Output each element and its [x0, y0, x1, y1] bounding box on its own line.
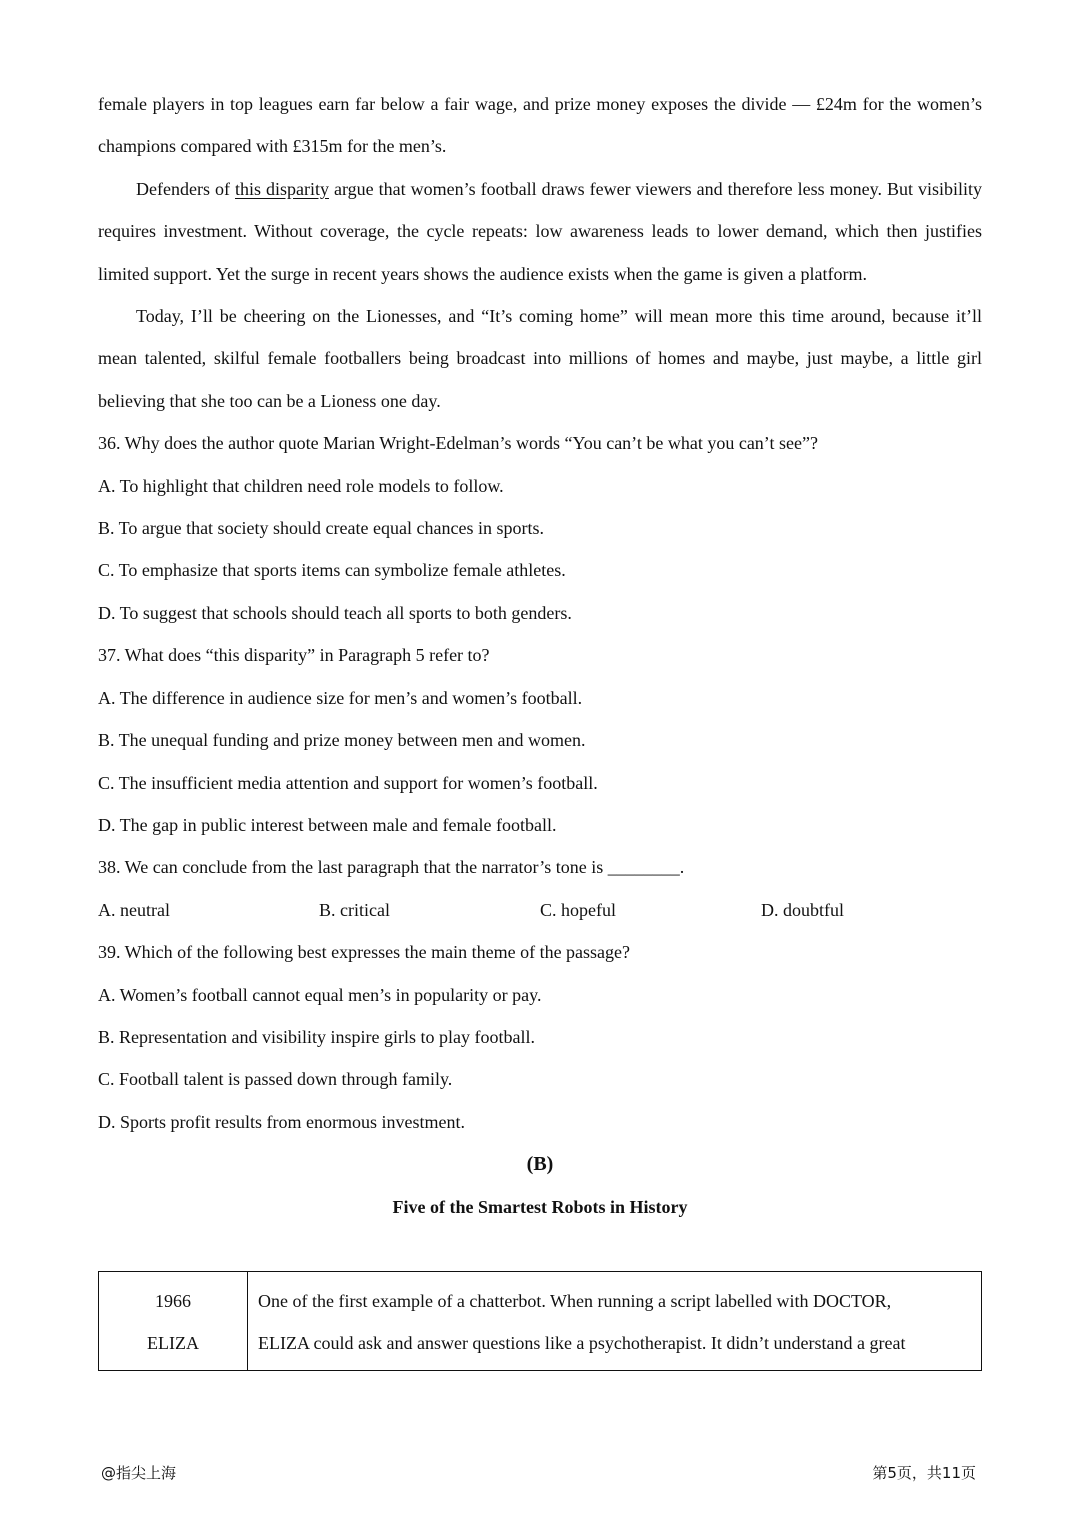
question-38-option-c: C. hopeful — [540, 899, 616, 920]
robot-description-cell — [248, 1272, 982, 1371]
passage-paragraph-5 — [98, 168, 982, 295]
question-36-option-d: D. To suggest that schools should teach all sports to both genders. — [98, 602, 572, 623]
question-39-option-b: B. Representation and visibility inspire girls to play football. — [98, 1026, 535, 1047]
passage-paragraph-6: Today, I’ll be cheering on the Lionesses, and “It’s coming home” will mean more this time around, because it’ll mean talented, skilful female footballers being broadcast into millions of homes and maybe, just maybe, a little girl believing that she too can be a Lioness one day. — [98, 306, 982, 411]
question-37-option-b: B. The unequal funding and prize money between men and women. — [98, 730, 586, 751]
question-38-option-b: B. critical — [319, 899, 390, 920]
exam-page-content — [98, 83, 982, 1228]
table-row — [99, 1272, 982, 1371]
robot-description-line-2: ELIZA could ask and answer questions like a psychotherapist. It didn’t understand a great — [258, 1333, 906, 1354]
paragraph-5-rest: argue that women’s football draws fewer viewers and therefore less money. But visibility requires investment. Without coverage, the cycle repeats: low awareness leads to lower demand, which then justifies limited support. Yet the surge in recent years shows the audience exists when the game is given a platform. — [98, 178, 982, 284]
question-36-option-b: B. To argue that society should create equal chances in sports. — [98, 518, 544, 539]
underlined-phrase: this disparity — [234, 178, 329, 199]
robots-table-title: Five of the Smartest Robots in History — [392, 1196, 688, 1217]
section-b-label: (B) — [526, 1153, 554, 1176]
paragraph-5-start: Defenders of — [136, 178, 235, 199]
robots-table — [98, 1271, 982, 1371]
question-38-option-a: A. neutral — [98, 899, 170, 920]
question-39-stem: 39. Which of the following best expresses the main theme of the passage? — [98, 942, 631, 963]
footer-page-number: 第5页，共11页 — [872, 1464, 976, 1482]
question-38-options — [98, 889, 982, 931]
question-39-option-d: D. Sports profit results from enormous investment. — [98, 1111, 465, 1132]
question-36-stem: 36. Why does the author quote Marian Wright-Edelman’s words “You can’t be what you can’t see”? — [98, 433, 818, 454]
passage-paragraph-continued: female players in top leagues earn far below a fair wage, and prize money exposes the divide — £24m for the women’s champions compared with £315m for the men’s. — [98, 94, 982, 157]
question-38-stem: 38. We can conclude from the last paragraph that the narrator’s tone is ________. — [98, 857, 685, 878]
robot-year-name-cell — [99, 1272, 248, 1371]
question-39-option-c: C. Football talent is passed down through family. — [98, 1069, 453, 1090]
question-37-stem: 37. What does “this disparity” in Paragraph 5 refer to? — [98, 645, 490, 666]
question-38-option-d: D. doubtful — [761, 899, 844, 920]
robot-year: 1966 — [155, 1291, 191, 1311]
question-37-option-d: D. The gap in public interest between male and female football. — [98, 814, 557, 835]
question-36-option-c: C. To emphasize that sports items can symbolize female athletes. — [98, 560, 566, 581]
question-36-option-a: A. To highlight that children need role models to follow. — [98, 475, 504, 496]
footer-source: @指尖上海 — [101, 1464, 177, 1482]
robot-description-line-1: One of the first example of a chatterbot. When running a script labelled with DOCTOR, — [258, 1291, 892, 1311]
question-39-option-a: A. Women’s football cannot equal men’s in popularity or pay. — [98, 984, 542, 1005]
question-37-option-a: A. The difference in audience size for men’s and women’s football. — [98, 687, 583, 708]
question-37-option-c: C. The insufficient media attention and support for women’s football. — [98, 772, 598, 793]
robot-name: ELIZA — [147, 1333, 199, 1354]
